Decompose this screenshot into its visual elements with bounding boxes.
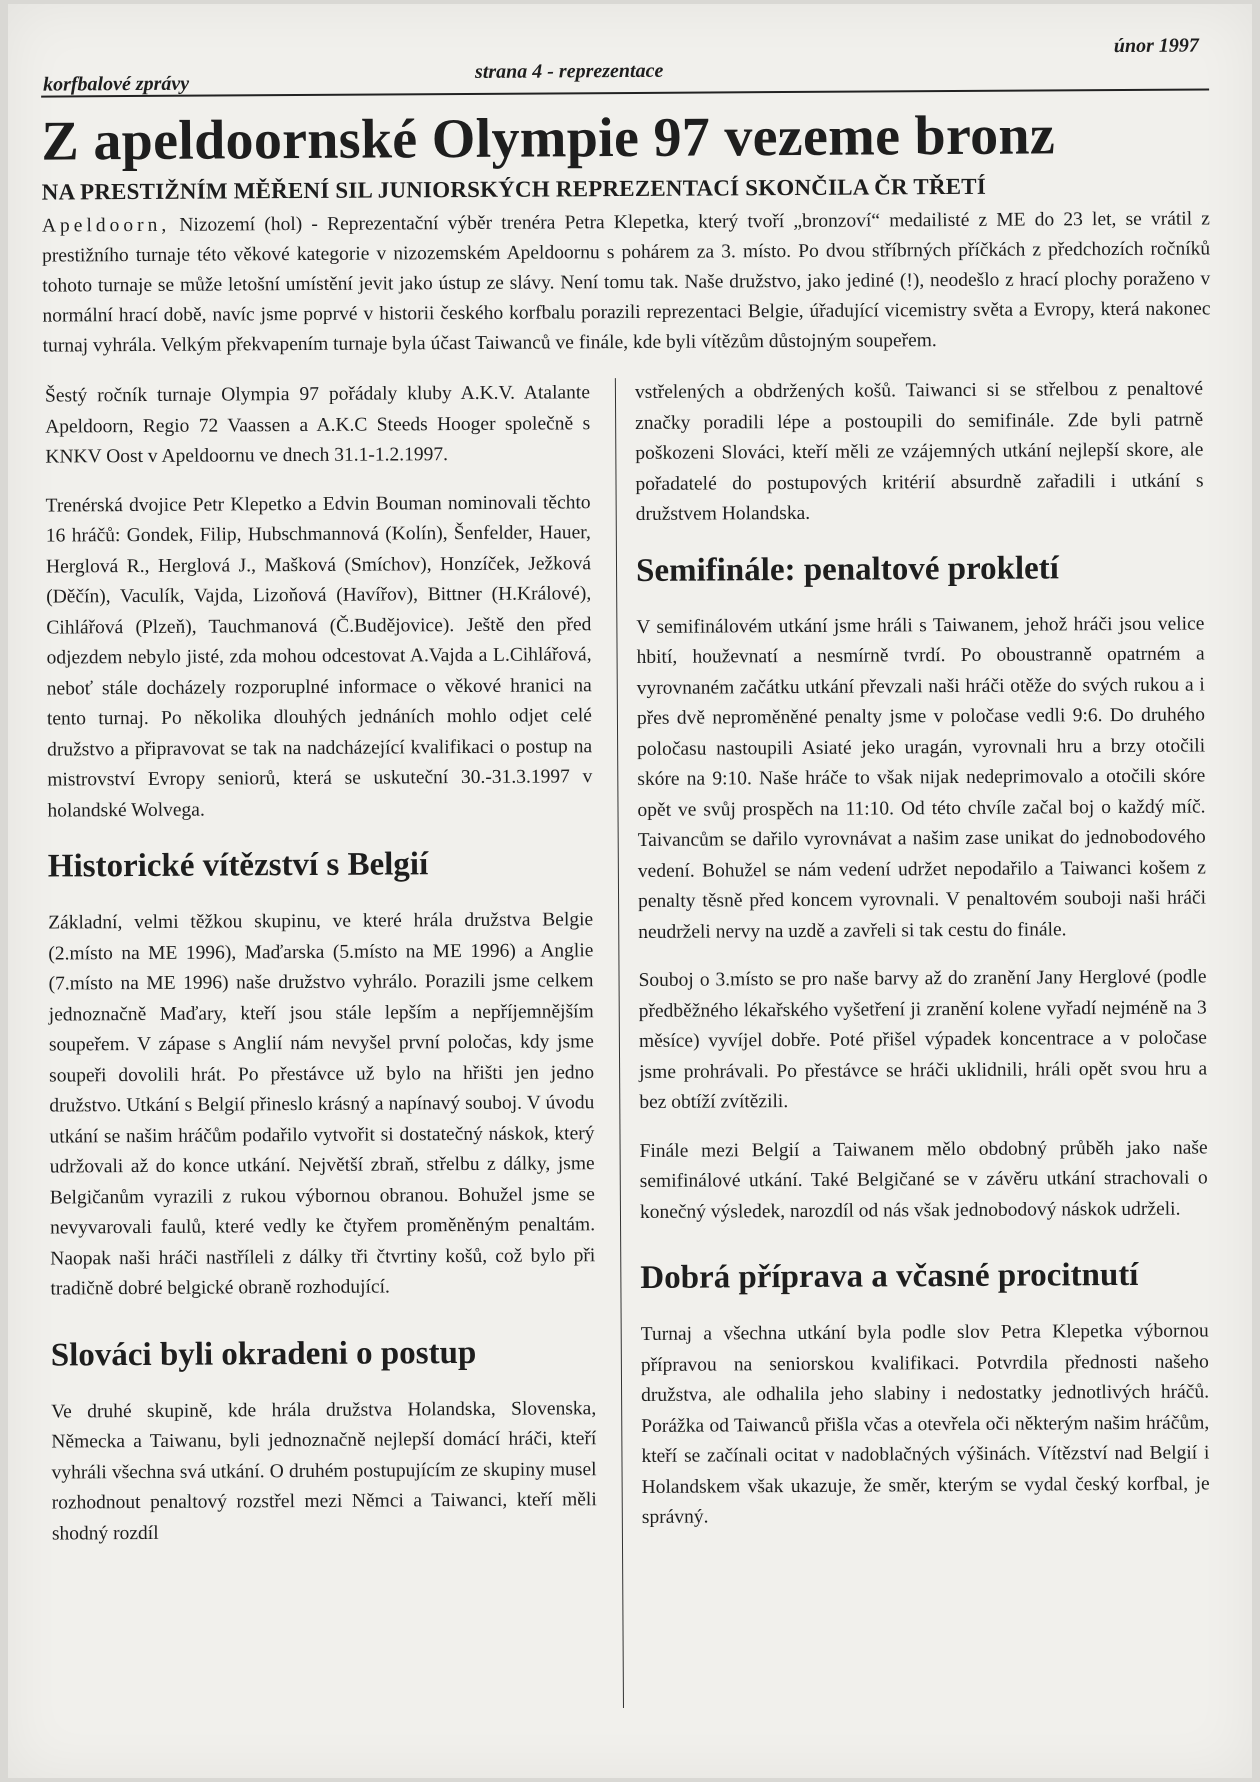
- left-column: [45, 378, 597, 1567]
- header-rule: [41, 88, 1209, 97]
- article-columns: [43, 374, 1219, 1721]
- page-content: [41, 0, 1220, 1781]
- page-header: [41, 0, 1210, 99]
- column-divider: [615, 378, 624, 1708]
- paragraph: Finále mezi Belgií a Taiwanem mělo obdobný průběh jako naše semifinálové utkání. Také Belgičané se v závěru utkání strachovali o konečný výsledek, narozdíl od nás však jednobodový náskok udrželi.: [639, 1136, 1208, 1223]
- paragraph: Šestý ročník turnaje Olympia 97 pořádaly kluby A.K.V. Atalante Apeldoorn, Regio 72 Vaassen a A.K.C Steeds Hooger společně s KNKV Oost v Apeldoornu ve dnech 31.1-1.2.1997.: [44, 382, 591, 468]
- dateline-place: Apeldoorn,: [41, 214, 171, 237]
- paragraph: Souboj o 3.místo se pro naše barvy až do zranění Jany Herglové (podle předběžného lékařského vyšetření ji zranění kolene vyřadí nejméně na 3 měsíce) vyvíjel dobře. Poté přišel výpadek koncentrace a v poločase jsme prohrávali. Po přestávce se hráči uklidnili, hráli opět svou hru a bez obtíží zvítězili.: [638, 966, 1208, 1113]
- page-section: strana 4 - reprezentace: [474, 59, 664, 83]
- paragraph: vstřelených a obdržených košů. Taiwanci si se střelbou z penaltové značky poradili lépe a postoupili do semifinále. Zde byli patrně poškozeni Slováci, kteří měli ze vzájemných utkání nejlepší skore, ale pořadatelé do postupových kritérií absurdně zařadili i utkání s družstvem Holandska.: [634, 378, 1204, 525]
- section-heading: Dobrá příprava a včasné procitnutí: [640, 1256, 1139, 1296]
- paragraph: V semifinálovém utkání jsme hráli s Taiwanem, jehož hráči jsou velice hbití, houževnatí a nesmírně tvrdí. Po oboustranně opatrném a vyrovnaném začátku utkání převzali naši hráči otěže do svých rukou a i přes dvě neproměněné penalty jsme v poločase vedli 9:6. Do druhého poločasu nastoupili Asiaté jeko uragán, vyrovnali hru a brzy otočili skóre na 9:10. Naše hráče to však nijak nedeprimovalo a otočili skóre opět ve svůj prospěch na 11:10. Od této chvíle začal boj o každý míč. Taivancům se dařilo vyrovnávat a našim zase unikat do jednobodového vedení. Bohužel se nám vedení udržet nepodařilo a Taiwanci košem z penalty těsně před koncem vyrovnali. V penaltovém souboji naši hráči neudrželi nervy na uzdě a zavřeli si tak cestu do finále.: [636, 612, 1207, 943]
- paragraph: Ve druhé skupině, kde hrála družstva Holandska, Slovenska, Německa a Taiwanu, byli jednoznačně nejlepší domácí hráči, kteří vyhráli všechna svá utkání. O druhém postupujícím ze skupiny musel rozhodnout penaltový rozstřel mezi Němci a Taiwanci, kteří měli shodný rozdíl: [51, 1397, 597, 1545]
- paragraph: Turnaj a všechna utkání byla podle slov Petra Klepetka výbornou přípravou na seniorskou kvalifikaci. Potvrdila přednosti našeho družstva, ale odhalila jeho slabiny i nedostatky jednotlivých hráčů. Porážka od Taiwanců přišla včas a otevřela oči některým našim hráčům, kteří se začínali ocitat v nadoblačných výšinách. Vítězství nad Belgií i Holandskem však ukazuje, že směr, kterým se vydal český korfbal, je správný.: [640, 1320, 1210, 1528]
- publication-name: korfbalové zprávy: [42, 72, 190, 96]
- section-heading: Historické vítězství s Belgií: [47, 846, 429, 885]
- right-column: [635, 374, 1210, 1551]
- section-heading: Slováci byli okradeni o postup: [50, 1334, 477, 1374]
- section-heading: Semifinále: penaltové prokletí: [635, 549, 1060, 589]
- article-title: Z apeldoornské Olympie 97 vezeme bronz: [41, 104, 1056, 173]
- article-lead: [42, 204, 1211, 361]
- newspaper-page: [8, 4, 1252, 1778]
- article-subtitle: NA PRESTIŽNÍM MĚŘENÍ SIL JUNIORSKÝCH REPREZENTACÍ SKONČILA ČR TŘETÍ: [41, 173, 987, 205]
- lead-text: Nizozemí (hol) - Reprezentační výběr trenéra Petra Klepetka, který tvoří „bronzoví“ medailisté z ME do 23 let, se vrátil z prestižního turnaje této věkové kategorie v nizozemském Apeldoornu s pohárem za 3. místo. Po dvou stříbrných příčkách z předchozích ročníků tohoto turnaje se může letošní umístění jevit jako ústup ze slávy. Není tomu tak. Naše družstvo, jako jediné (!), neodešlo z hrací plochy poraženo v normální hrací době, navíc jsme poprvé v historii českého korfbalu porazili reprezentaci Belgie, úřadující vicemistry světa a Evropy, která nakonec turnaj vyhrála. Velkým překvapením turnaje byla účast Taiwanců ve finále, kde byli vítězům důstojným soupeřem.: [42, 208, 1211, 357]
- paragraph: Trenérská dvojice Petr Klepetko a Edvin Bouman nominovali těchto 16 hráčů: Gondek, Filip, Hubschmannová (Kolín), Šenfelder, Hauer, Herglová R., Herglová J., Mašková (Smíchov), Honzíček, Ježková (Děčín), Vaculík, Vajda, Lizoňová (Havířov), Bittner (H.Králové), Cihlářová (Plzeň), Tauchmanová (Č.Budějovice). Ještě den před odjezdem nebylo jisté, zda mohou odcestovat A.Vajda a L.Cihlářová, neboť stále docházely rozporuplné informace o věkové hranici na tento turnaj. Po několika dlouhých jednáních mohlo odjet celé družstvo a připravovat se tak na nadcházející kvalifikaci o postup na mistrovství Evropy seniorů, která se uskuteční 30.-31.3.1997 v holandské Wolvega.: [45, 491, 593, 822]
- paragraph: Základní, velmi těžkou skupinu, ve které hrála družstva Belgie (2.místo na ME 1996), Maďarska (5.místo na ME 1996) a Anglie (7.místo na ME 1996) naše družstvo vyhrálo. Porazili jsme celkem jednoznačně Maďary, kteří jsou stále lepším a nepříjemnějším soupeřem. V zápase s Anglií nám nevyšel první poločas, kdy jsme soupeři dovolili hrát. Po přestávce už bylo na hřišti jen jedno družstvo. Utkání s Belgií přineslo krásný a napínavý souboj. V úvodu utkání se našim hráčům podařilo vytvořit si dostatečný náskok, který udržovali až do konce utkání. Největší zbraň, střelbu z dálky, jsme Belgičanům vyrazili z rukou výbornou obranou. Bohužel jsme se nevyvarovali faulů, které vedly ke čtyřem proměněným penaltám. Naopak naši hráči nastříleli z dálky tři čtvrtiny košů, což bylo při tradičně dobré belgické obraně rozhodující.: [48, 909, 596, 1300]
- issue-date: únor 1997: [1113, 34, 1199, 58]
